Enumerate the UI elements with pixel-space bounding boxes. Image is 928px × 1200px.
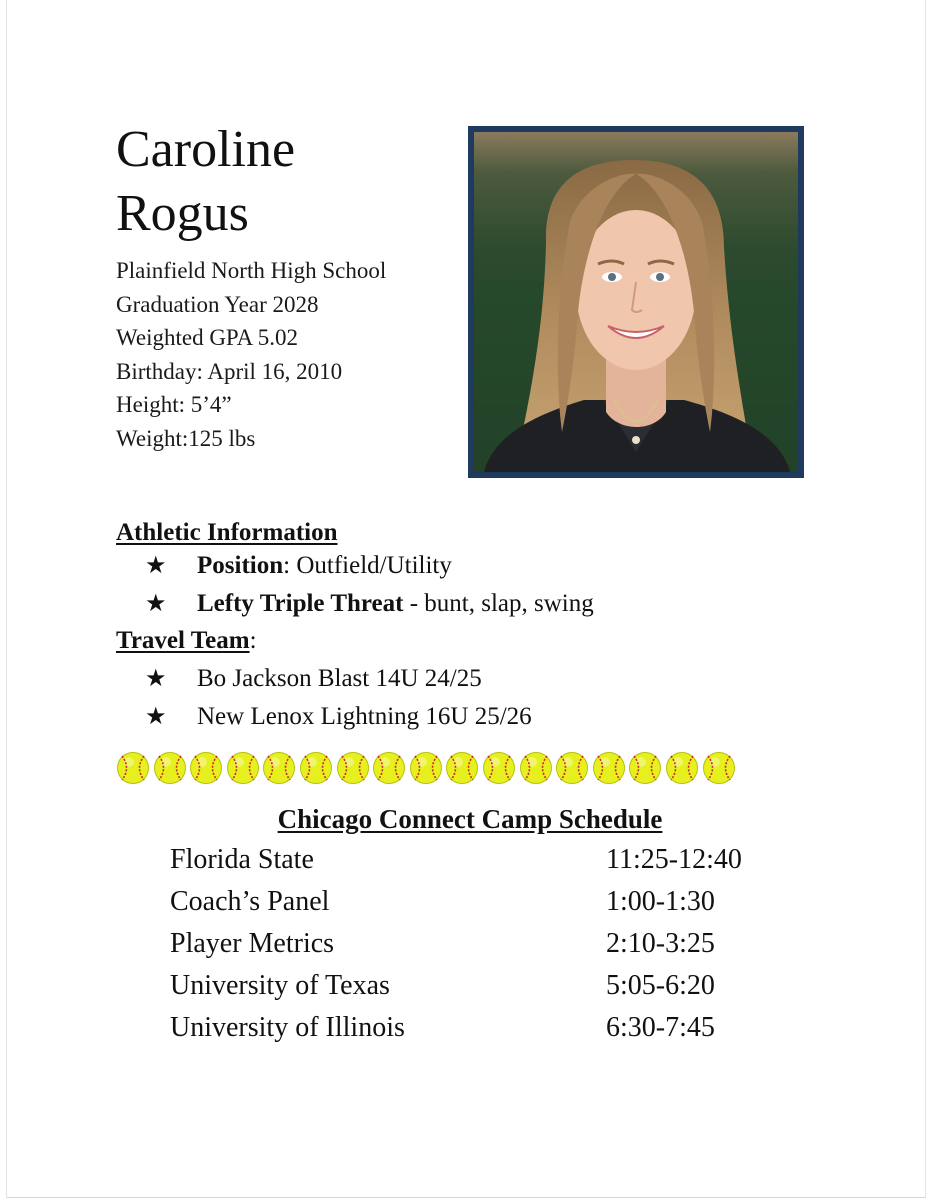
travel-item [145,701,532,732]
schedule-title: Chicago Connect Camp Schedule [277,804,663,834]
softball-icon [482,751,516,785]
name-last: Rogus [116,185,249,242]
softball-icon [628,751,662,785]
graduation-text: Graduation Year 2028 [116,291,319,317]
athletic-heading-text: Athletic Information [116,519,338,546]
schedule-event: University of Illinois [170,1012,405,1043]
athletic-item-value: : Outfield/Utility [283,552,452,579]
athletic-item-label: Position [197,552,284,579]
star-icon: ★ [145,702,167,730]
schedule-time: 1:00-1:30 [606,886,715,917]
softball-icon [409,751,443,785]
softball-icon [702,751,736,785]
softball-icon [519,751,553,785]
travel-item [145,663,482,694]
softball-divider [116,751,756,785]
softball-icon [299,751,333,785]
travel-heading-text: Travel Team [116,627,250,654]
schedule-event: Player Metrics [170,928,335,959]
softball-icon [445,751,479,785]
schedule-time: 5:05-6:20 [606,970,715,1001]
athletic-item [145,588,594,619]
player-name [116,118,295,246]
gpa-text: Weighted GPA 5.02 [116,325,298,351]
height-text: Height: 5’4” [116,392,232,418]
travel-heading [116,626,257,656]
star-icon: ★ [145,551,167,579]
schedule-time: 2:10-3:25 [606,928,715,959]
softball-icon [592,751,626,785]
schedule-event: Coach’s Panel [170,886,330,917]
athletic-item-label: Lefty Triple Threat [197,590,404,617]
softball-icon [189,751,223,785]
athletic-item [145,550,452,581]
player-info [116,254,386,456]
school-text: Plainfield North High School [116,258,387,283]
schedule-event: Florida State [170,844,314,875]
softball-icon [262,751,296,785]
schedule-event: University of Texas [170,970,390,1001]
weight-text: Weight:125 lbs [116,425,256,451]
softball-icon [336,751,370,785]
schedule-time: 11:25-12:40 [606,844,742,875]
athletic-item-value: - bunt, slap, swing [403,590,594,617]
player-photo [468,126,804,478]
softball-icon [665,751,699,785]
travel-heading-colon: : [249,627,257,654]
star-icon: ★ [145,664,167,692]
athletic-heading [116,518,338,548]
schedule-time: 6:30-7:45 [606,1012,715,1043]
softball-icon [226,751,260,785]
softball-icon [555,751,589,785]
softball-icon [116,751,150,785]
softball-icon [153,751,187,785]
player-portrait [474,132,798,472]
travel-item-text: Bo Jackson Blast 14U 24/25 [197,665,482,692]
birthday-text: Birthday: April 16, 2010 [116,358,343,384]
travel-item-text: New Lenox Lightning 16U 25/26 [197,703,532,730]
name-first: Caroline [116,121,296,178]
star-icon: ★ [145,589,167,617]
softball-icon [372,751,406,785]
